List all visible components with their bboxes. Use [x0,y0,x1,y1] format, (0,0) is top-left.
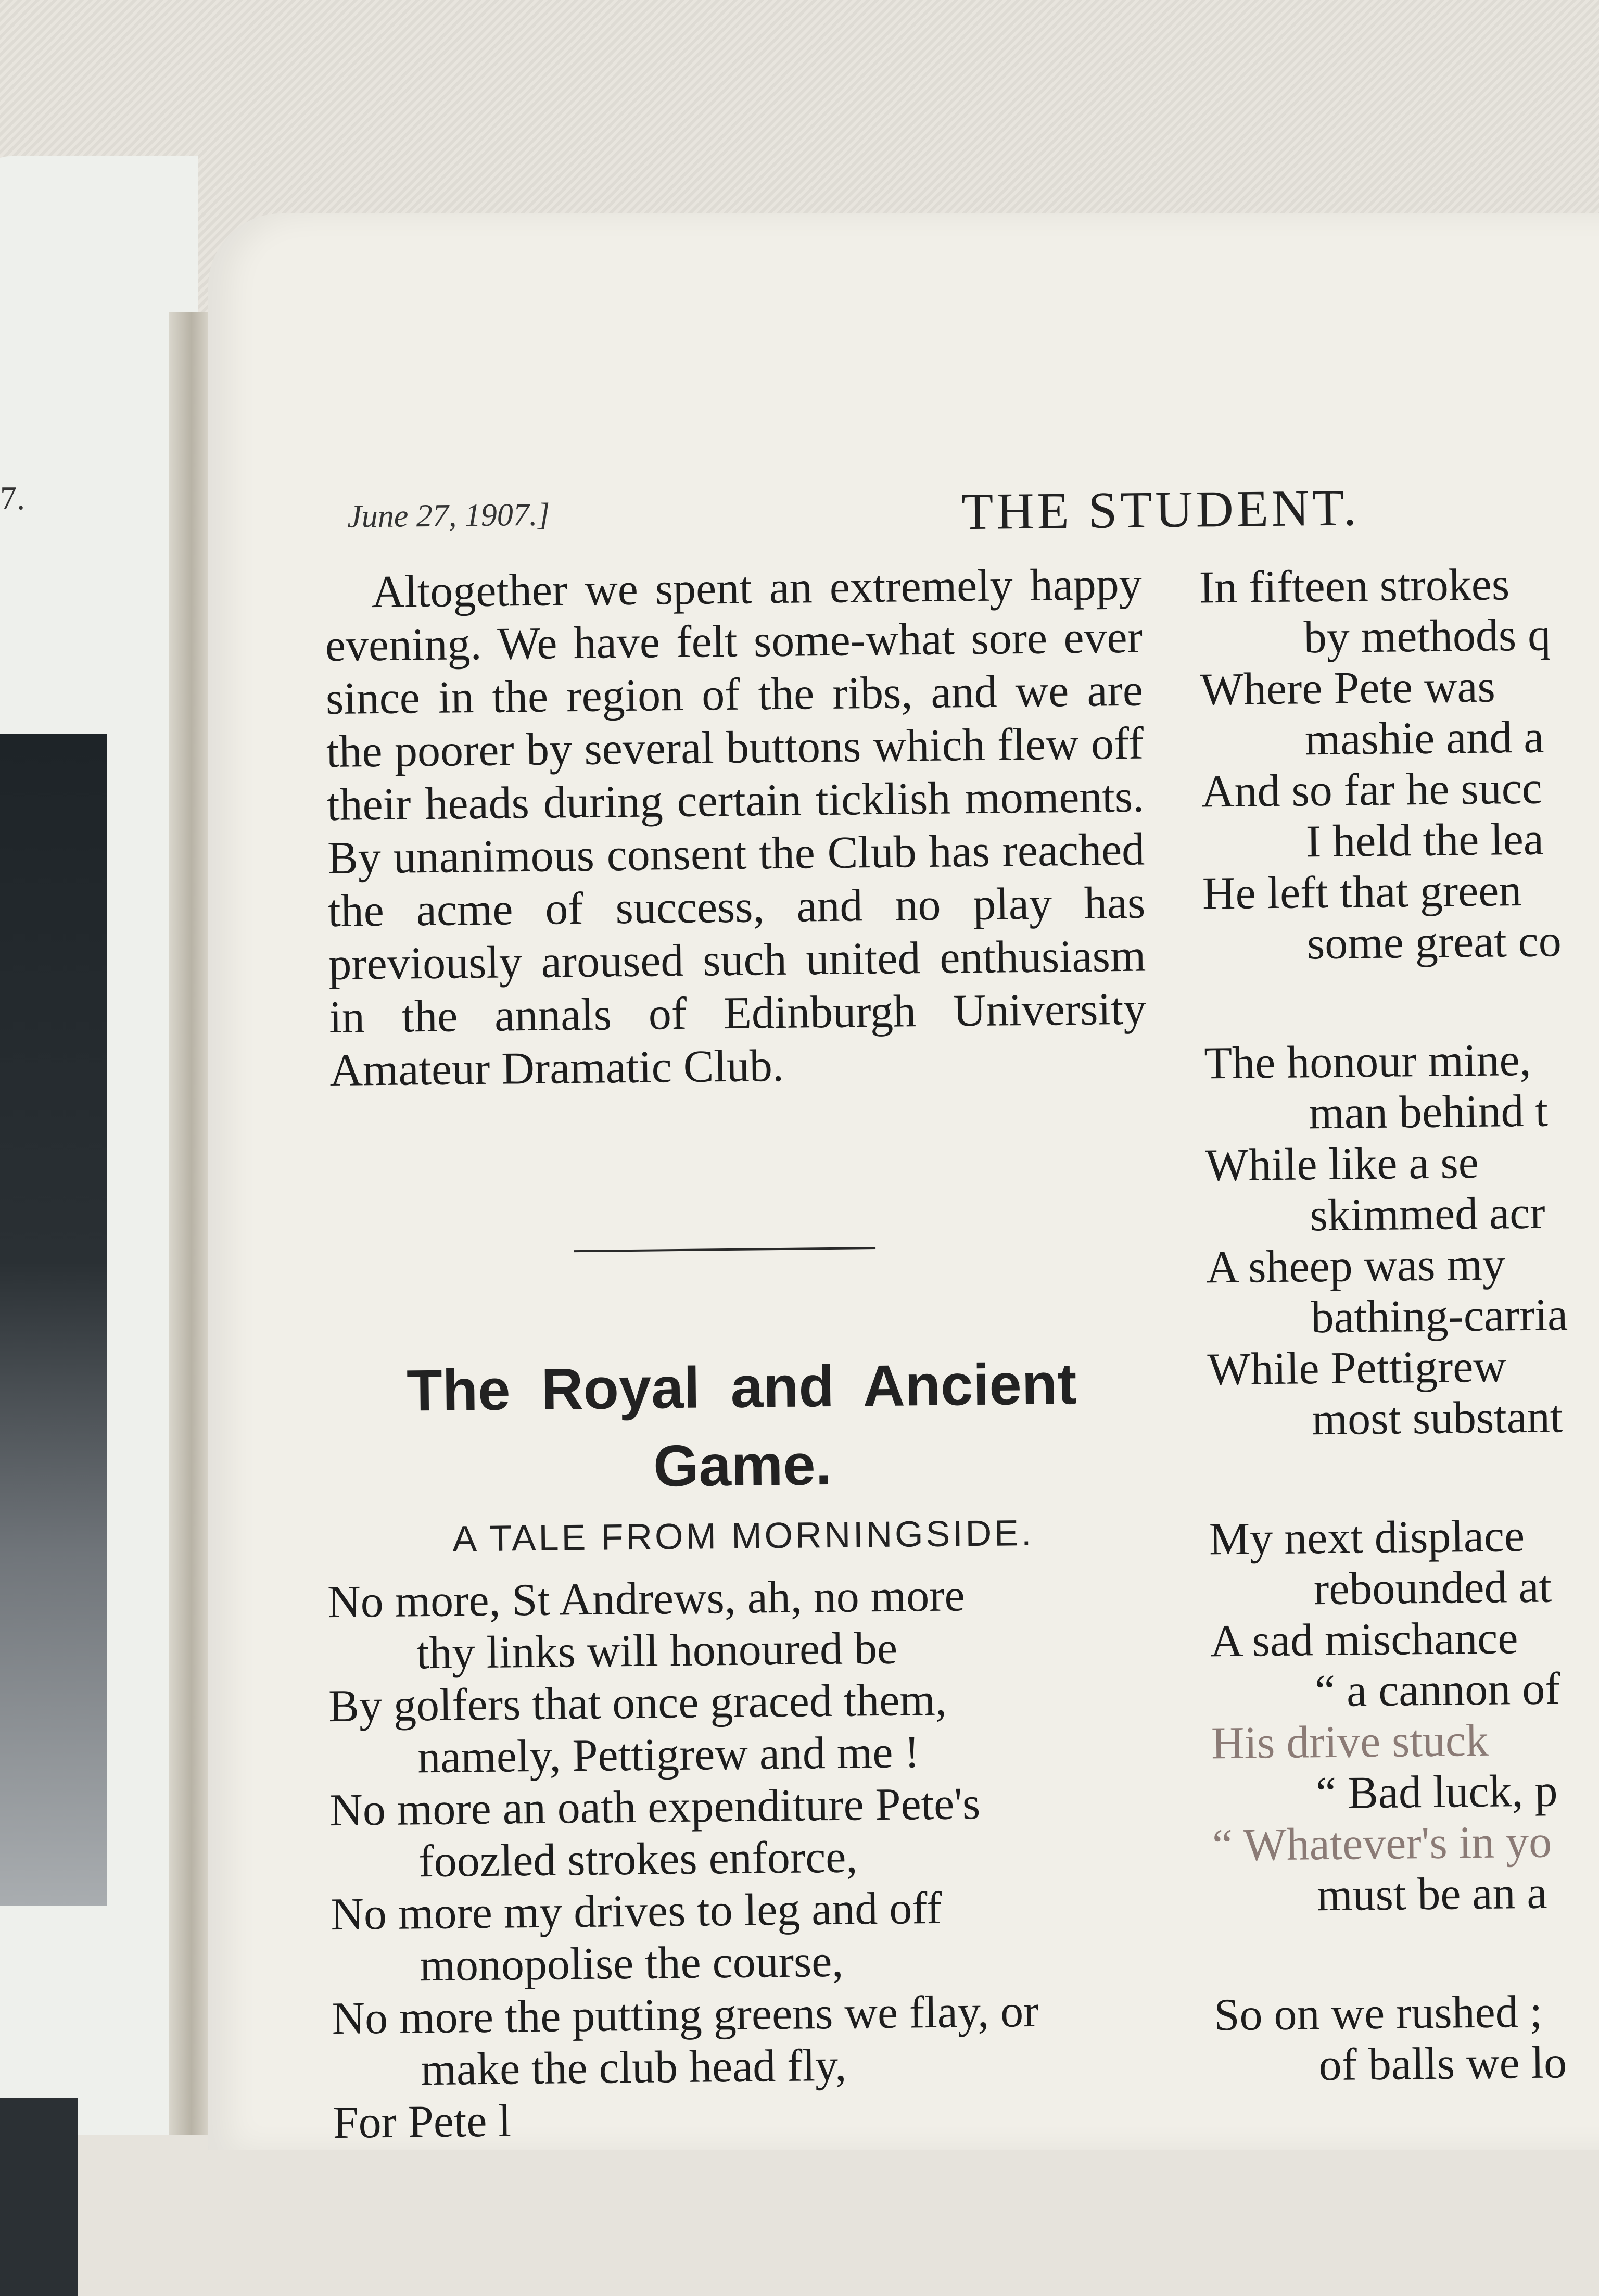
closing-paragraph: Altogether we spent an extremely happy evening. We have felt some-what sore ever since in the region of the ribs, and we are the poorer by several buttons which flew off their heads during certain ticklish moments. By unanimous consent the Club has reached the acme of success, and no play has previously aroused such united enthusiasm in the annals of Edinburgh University Amateur Dramatic Club. [325,559,1147,1096]
poem-line: monopolise the course, [419,1936,844,1991]
poem-line: No more, St Andrews, ah, no more [327,1570,966,1628]
poem-line: I held the lea [1305,814,1544,867]
poem-line: make the club head fly, [421,2040,847,2096]
stanza-gap [1203,965,1599,1038]
poem-line: must be an a [1316,1868,1547,1921]
poem-line: Where Pete was [1200,661,1496,715]
left-page-number: 7. [0,480,25,516]
poem-line: “ Whatever's in yo [1212,1816,1552,1871]
poem-line: some great co [1306,916,1562,969]
poem-line: by methods q [1303,610,1551,663]
poem-line: The honour mine, [1203,1035,1531,1089]
stanza-gap [1213,1917,1599,1990]
poem-line: rebounded at [1313,1561,1552,1615]
poem-line: No more an oath expenditure Pete's [329,1778,981,1836]
poem-line: “ Bad luck, p [1315,1765,1558,1819]
poem-line: of balls we lo [1318,2037,1567,2091]
poem [327,1568,1166,2149]
poem-line: skimmed acr [1309,1188,1546,1241]
poem-line: mashie and a [1304,712,1544,765]
poem-line: His drive stuck [1211,1715,1489,1769]
poem-line: By golfers that once graced them, [328,1674,947,1732]
poem-line: So on we rushed ; [1214,1986,1543,2041]
poem-line: man behind t [1308,1086,1549,1139]
article-title: The Royal and Ancient Game. [406,1351,1077,1499]
poem-line: While Pettigrew [1207,1341,1507,1395]
poem-line: A sad mischance [1210,1613,1518,1667]
poem-line: thy links will honoured be [416,1623,898,1679]
poem-line: For Pete l [333,2096,512,2149]
section-divider [574,1247,875,1252]
stanza-gap [1208,1441,1599,1514]
poem-line: “ a cannon of [1314,1663,1561,1717]
poem-line: most substant [1312,1392,1563,1445]
masthead: THE STUDENT. [961,478,1360,541]
poem-line: namely, Pettigrew and me ! [417,1727,920,1783]
column-one-text [324,558,1147,1097]
poem-line: foozled strokes enforce, [418,1832,858,1887]
column-two-poem [1199,557,1599,2092]
article-subtitle: A TALE FROM MORNINGSIDE. [452,1512,1034,1559]
poem-line: My next displace [1209,1511,1525,1565]
poem-line: No more my drives to leg and off [330,1883,942,1940]
poem-line: In fifteen strokes [1199,559,1510,613]
running-head-date: June 27, 1907.] [347,497,550,535]
poem-line: A sheep was my [1206,1239,1506,1293]
poem-line: While like a se [1204,1137,1479,1191]
poem-line: And so far he succ [1201,763,1543,817]
poem-line: No more the putting greens we flay, or [332,1986,1039,2045]
poem-line: bathing-carria [1311,1290,1568,1343]
poem-line: He left that green [1202,865,1522,919]
